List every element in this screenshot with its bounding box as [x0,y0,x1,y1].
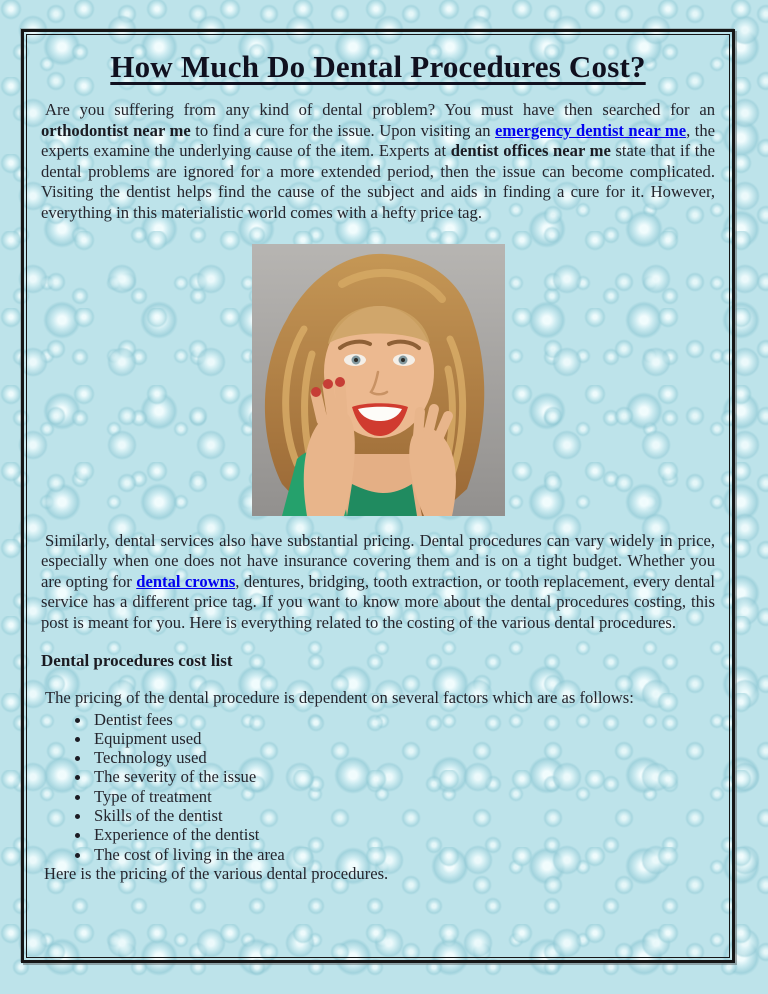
factor-list-item: Dentist fees [41,710,715,729]
body-text: Similarly, dental services also have substantial pricing. Dental procedures can vary widely in price, especially when one does not have insurance covering them and is on a tight budget. Whether you are opting for [41,530,715,591]
factor-list-item: Type of treatment [41,787,715,806]
body-text: , dentures, bridging, tooth extraction, or tooth replacement, every dental service has a different price tag. If you want to know more about the dental procedures costing, this post is meant for you. Here is everything related to the costing of the various dental procedures. [41,571,715,632]
factor-list-item: Equipment used [41,729,715,748]
factor-list-item: The severity of the issue [41,767,715,786]
inline-link[interactable]: emergency dentist near me [495,120,687,140]
page-title: How Much Do Dental Procedures Cost? [110,49,646,84]
factors-list [41,710,715,864]
body-text: Are you suffering from any kind of dental problem? You must have then searched for an [45,100,715,119]
smiling-woman-photo [252,244,505,516]
cost-list-heading: Dental procedures cost list [41,650,233,670]
closing-line: Here is the pricing of the various dental procedures. [44,863,389,883]
page-frame [21,29,735,963]
bold-text: orthodontist near me [41,120,191,140]
factor-list-item: Skills of the dentist [41,806,715,825]
smiling-woman-photo-art [252,244,505,516]
bold-text: dentist offices near me [450,141,611,161]
factor-list-item: Experience of the dentist [41,825,715,844]
factors-intro: The pricing of the dental procedure is dependent on several factors which are as follows: [45,687,634,707]
factor-list-item: Technology used [41,748,715,767]
body-text: , the experts examine the underlying cause of the item. Experts at [41,120,715,161]
page-frame-inner [26,34,730,958]
body-text: to find a cure for the issue. Upon visiting an [190,120,496,140]
body-text: state that if the dental problems are ignored for a more extended period, then the issue can become complicated. Visiting the dentist helps find the cause of the subject and aids in finding a cure for it. However, everything in this materialistic world comes with a hefty price tag. [41,141,715,222]
similarly-paragraph [41,531,715,634]
inline-link[interactable]: dental crowns [136,571,236,591]
intro-paragraph [41,100,715,224]
factor-list-item: The cost of living in the area [41,845,715,864]
